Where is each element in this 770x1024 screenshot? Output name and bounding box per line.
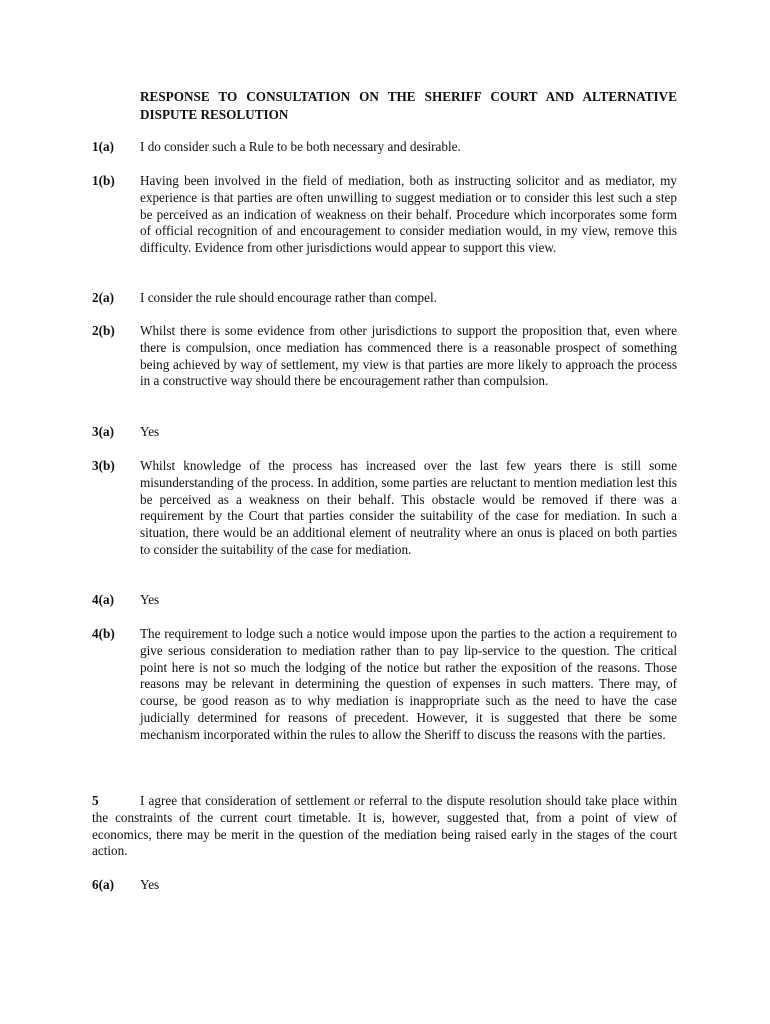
response-4a: [92, 592, 677, 609]
item-number: 3(b): [92, 458, 115, 473]
item-number: 4(a): [92, 592, 114, 607]
item-number: 5: [92, 793, 99, 808]
item-text: I consider the rule should encourage rather than compel.: [140, 290, 437, 305]
item-text: I agree that consideration of settlement or referral to the dispute resolution should take place within the constraints of the current court timetable. It is, however, suggested that, from a point of view of economics, there may be merit in the question of the mediation being raised early in the stages of the court action.: [92, 793, 677, 859]
response-4b: [92, 626, 677, 744]
item-text: Yes: [140, 877, 160, 892]
response-2b: [92, 323, 677, 390]
response-6a: [92, 877, 677, 894]
item-text: Yes: [140, 592, 160, 607]
item-text: The requirement to lodge such a notice would impose upon the parties to the action a requirement to give serious consideration to mediation rather than to pay lip-service to the question. The critical point here is not so much the lodging of the notice but rather the exposition of the reasons. Those reasons may be relevant in determining the question of expenses in such matters. There may, of course, be good reason as to why mediation is inappropriate such as the need to have the case judicially determined for reasons of precedent. However, it is suggested that there be some mechanism incorporated within the rules to allow the Sheriff to discuss the reasons with the parties.: [140, 626, 677, 742]
item-number: 2(a): [92, 290, 114, 305]
response-5: [92, 793, 677, 860]
item-number: 1(b): [92, 173, 115, 188]
response-1b: [92, 173, 677, 257]
item-text: Having been involved in the field of mediation, both as instructing solicitor and as mediator, my experience is that parties are often unwilling to suggest mediation or to consider this lest such a step be perceived as an indication of weakness on their behalf. Procedure which incorporates some form of official recognition of and encouragement to consider mediation would, in my view, remove this difficulty. Evidence from other jurisdictions would appear to support this view.: [140, 173, 677, 256]
item-text: Whilst there is some evidence from other jurisdictions to support the proposition that, even where there is compulsion, once mediation has commenced there is a reasonable prospect of something being achieved by way of settlement, my view is that parties are more likely to approach the process in a constructive way should there be encouragement rather than compulsion.: [140, 323, 677, 389]
response-3a: [92, 424, 677, 441]
item-text: I do consider such a Rule to be both necessary and desirable.: [140, 139, 461, 154]
item-number: 1(a): [92, 139, 114, 154]
item-number: 2(b): [92, 323, 115, 338]
response-2a: [92, 290, 677, 307]
item-text: Whilst knowledge of the process has increased over the last few years there is still some misunderstanding of the process. In addition, some parties are reluctant to mention mediation lest this be perceived as a weakness on their behalf. This obstacle would be removed if there was a requirement by the Court that parties consider the suitability of the case for mediation. In such a situation, there would be an additional element of neutrality where an onus is placed on both parties to consider the suitability of the case for mediation.: [140, 458, 677, 557]
item-number: 6(a): [92, 877, 114, 892]
response-1a: [92, 139, 677, 156]
item-number: 3(a): [92, 424, 114, 439]
item-text: Yes: [140, 424, 160, 439]
item-number: 4(b): [92, 626, 115, 641]
document-title: RESPONSE TO CONSULTATION ON THE SHERIFF COURT AND ALTERNATIVE DISPUTE RESOLUTION: [140, 89, 677, 122]
response-3b: [92, 458, 677, 559]
